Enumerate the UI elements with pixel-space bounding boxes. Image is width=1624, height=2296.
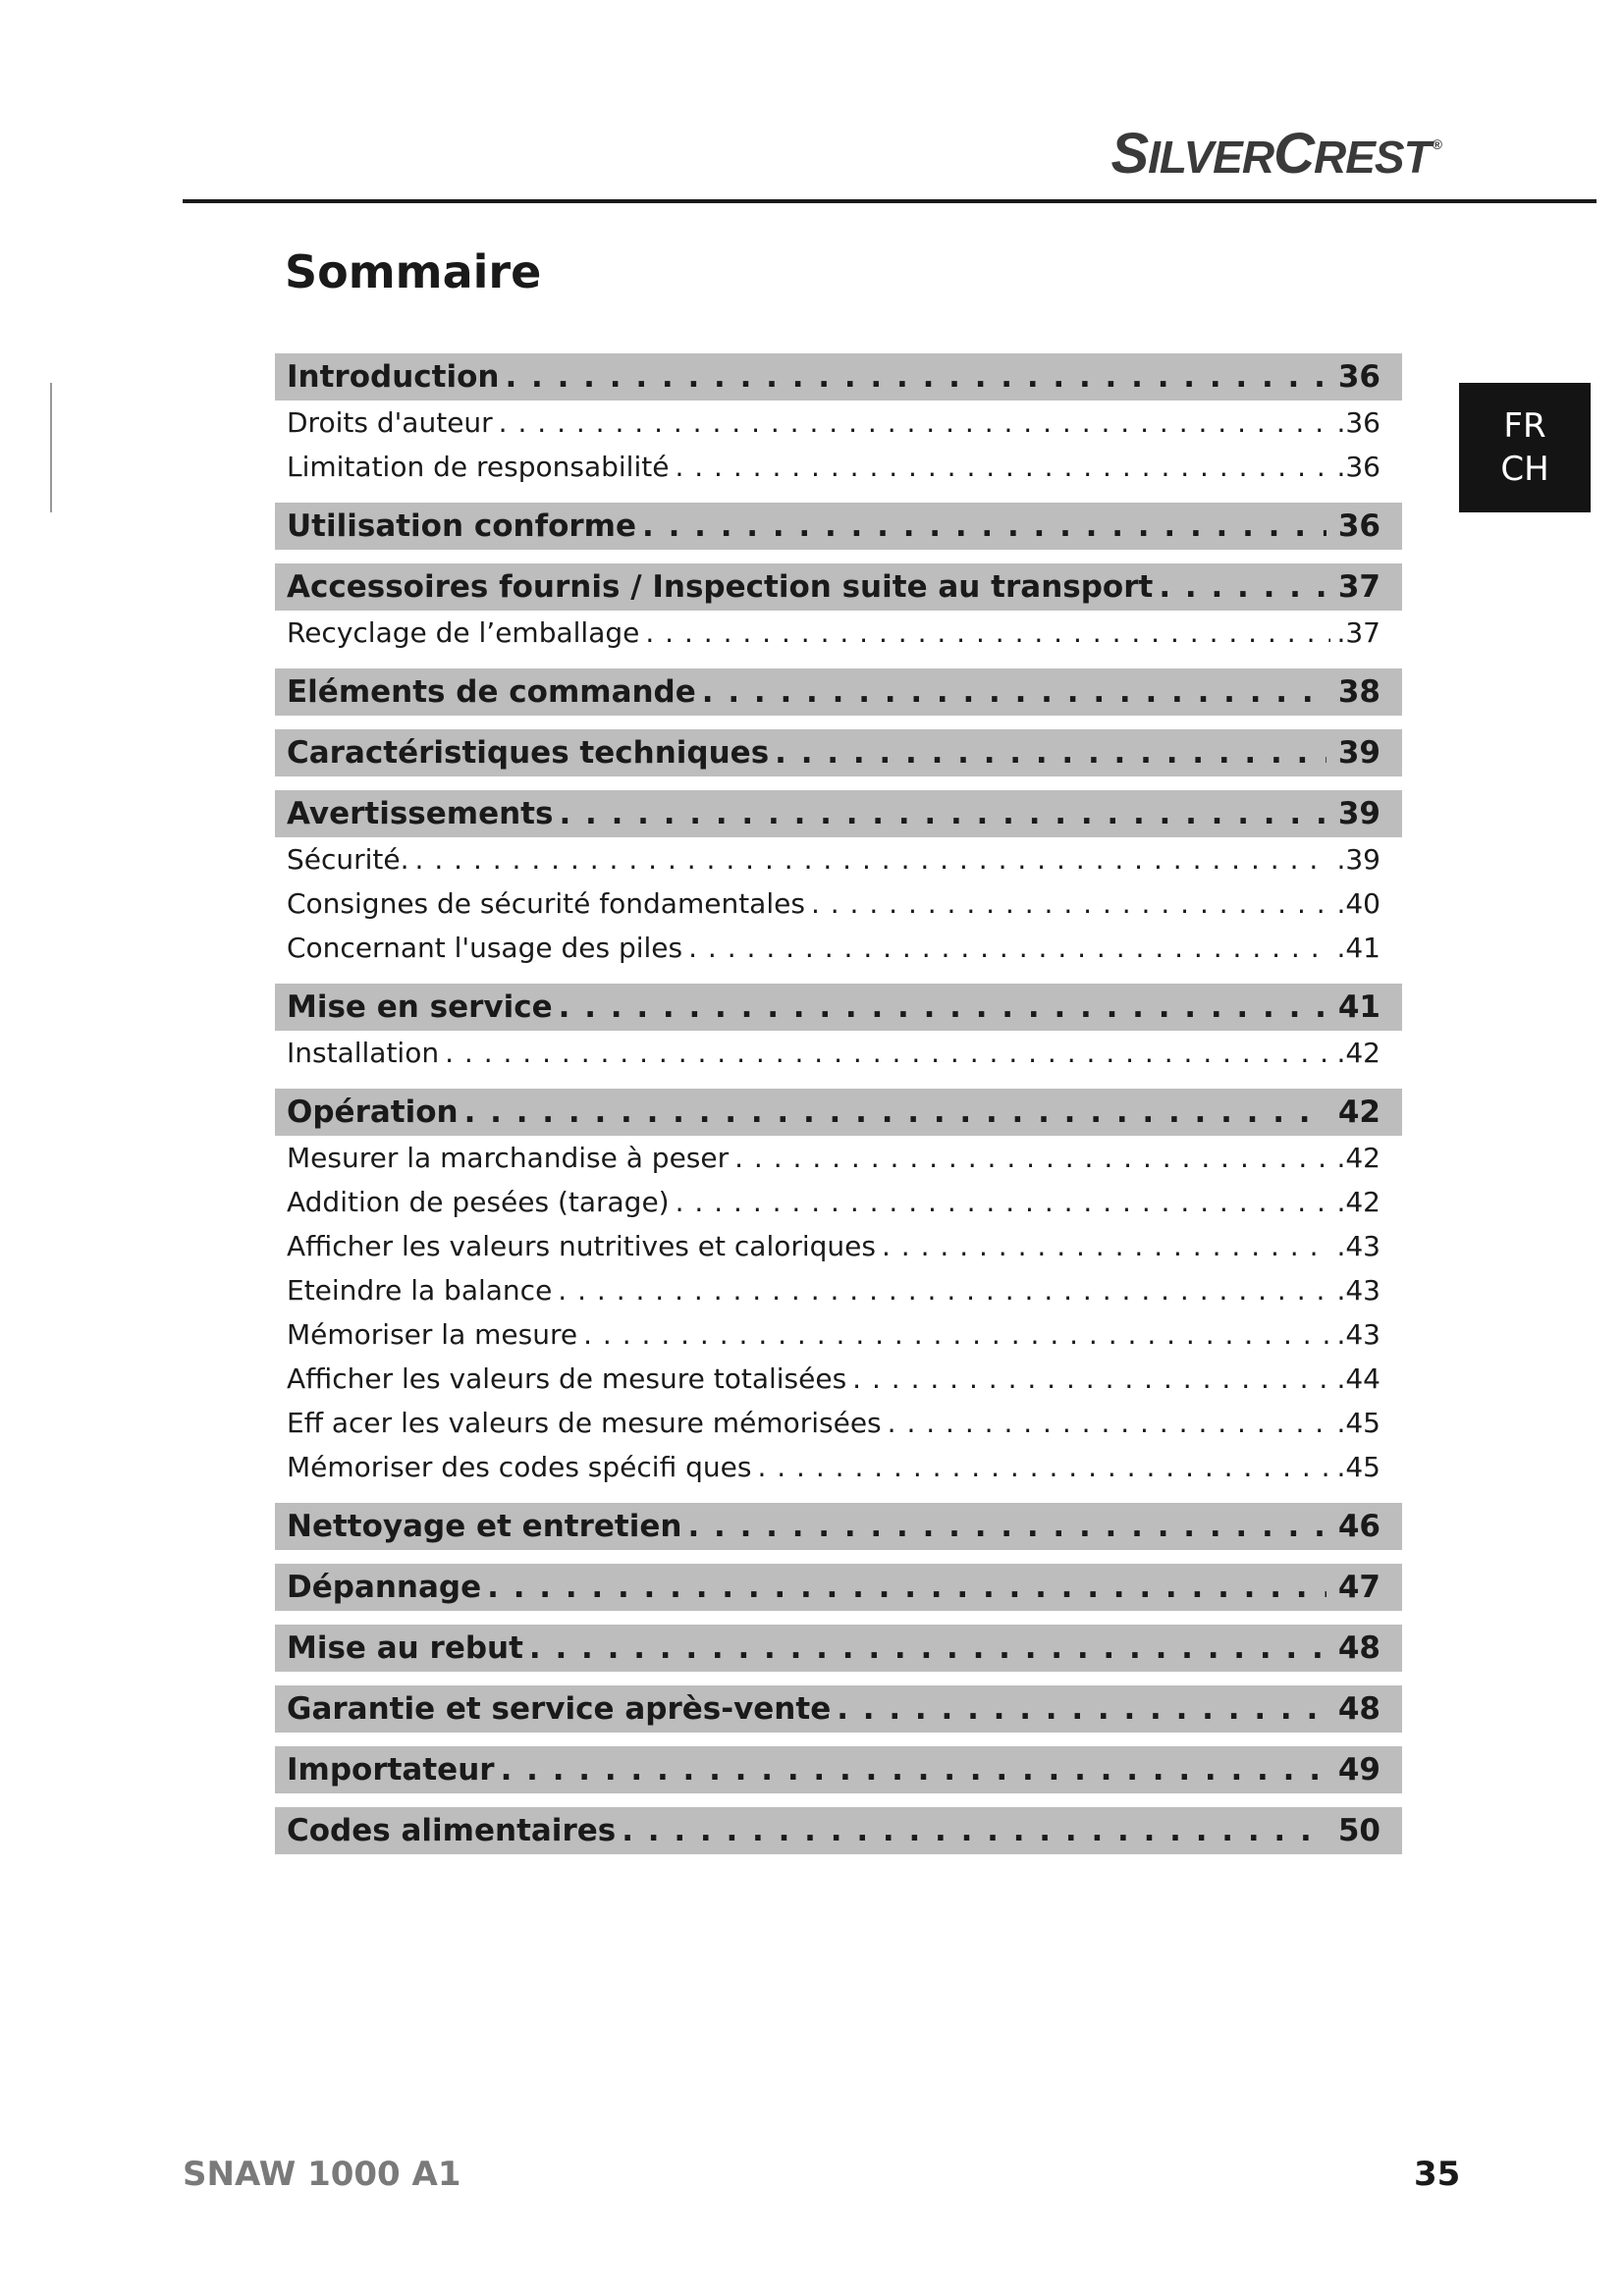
toc-entry-page: 50 (1337, 1813, 1380, 1848)
footer-model-number: SNAW 1000 A1 (183, 2155, 461, 2194)
toc-dot-leader (811, 887, 1331, 920)
toc-entry-page: 47 (1337, 1570, 1380, 1605)
toc-entry-label: Garantie et service après-vente (287, 1691, 832, 1727)
toc-entry-page: 46 (1337, 1509, 1380, 1544)
toc-dot-leader (888, 1407, 1331, 1439)
toc-entry-page: .43 (1336, 1230, 1380, 1262)
toc-dot-leader (445, 1037, 1330, 1069)
toc-dot-leader (1159, 569, 1326, 605)
toc-entry-label: Utilisation conforme (287, 508, 636, 544)
toc-dot-leader (499, 406, 1331, 439)
toc-subsection[interactable] (275, 837, 1402, 881)
language-tab-fr: FR (1503, 406, 1546, 446)
toc-entry-label: Mise au rebut (287, 1630, 523, 1666)
toc-section-heading[interactable] (275, 353, 1402, 400)
brand-logo (1110, 122, 1441, 186)
toc-entry-label: Eléments de commande (287, 674, 696, 710)
toc-entry-page: .42 (1336, 1037, 1380, 1069)
toc-dot-leader (688, 932, 1330, 964)
brand-letter-c: C (1273, 122, 1314, 186)
toc-dot-leader (757, 1451, 1330, 1483)
toc-entry-label: Opération (287, 1095, 459, 1130)
toc-subsection[interactable] (275, 611, 1402, 655)
toc-subsection[interactable] (275, 1224, 1402, 1268)
toc-entry-label: Eff acer les valeurs de mesure mémorisées (287, 1407, 882, 1439)
toc-subsection[interactable] (275, 445, 1402, 489)
toc-entry-label: Nettoyage et entretien (287, 1509, 682, 1544)
brand-letter-s: S (1110, 122, 1149, 186)
toc-entry-page: .41 (1336, 932, 1380, 964)
toc-entry-page: 49 (1337, 1752, 1380, 1788)
toc-entry-page: .36 (1336, 451, 1380, 483)
toc-entry-page: 36 (1337, 508, 1380, 544)
toc-entry-label: Introduction (287, 359, 500, 395)
toc-entry-page: 39 (1337, 796, 1380, 831)
toc-entry-page: 39 (1337, 735, 1380, 771)
language-tab-ch: CH (1500, 450, 1549, 489)
toc-dot-leader (505, 359, 1326, 395)
toc-entry-label: Consignes de sécurité fondamentales (287, 887, 805, 920)
toc-entry-page: .45 (1336, 1451, 1380, 1483)
toc-entry-label: Addition de pesées (tarage) (287, 1186, 670, 1218)
toc-subsection[interactable] (275, 1031, 1402, 1075)
toc-subsection[interactable] (275, 1180, 1402, 1224)
toc-subsection[interactable] (275, 1268, 1402, 1312)
toc-entry-page: 48 (1337, 1630, 1380, 1666)
margin-line (50, 383, 52, 512)
toc-entry-label: Droits d'auteur (287, 406, 493, 439)
header-rule (183, 199, 1597, 203)
toc-entry-page: 36 (1337, 359, 1380, 395)
toc-dot-leader (583, 1318, 1330, 1351)
toc-entry-label: Concernant l'usage des piles (287, 932, 683, 964)
toc-entry-page: .42 (1336, 1186, 1380, 1218)
toc-dot-leader (734, 1142, 1330, 1174)
toc-entry-page: 37 (1337, 569, 1380, 605)
toc-dot-leader (559, 989, 1326, 1025)
toc-dot-leader (675, 451, 1330, 483)
toc-entry-page: .40 (1336, 887, 1380, 920)
toc-section-heading[interactable] (275, 1089, 1402, 1136)
language-tab (1459, 383, 1591, 512)
toc-entry-page: .42 (1336, 1142, 1380, 1174)
toc-entry-label: Mesurer la marchandise à peser (287, 1142, 730, 1174)
toc-dot-leader (882, 1230, 1330, 1262)
toc-section-heading[interactable] (275, 1685, 1402, 1733)
toc-subsection[interactable] (275, 881, 1402, 926)
toc-entry-page: .39 (1336, 843, 1380, 876)
toc-entry-label: Limitation de responsabilité (287, 451, 670, 483)
toc-subsection[interactable] (275, 1401, 1402, 1445)
toc-entry-label: Codes alimentaires (287, 1813, 617, 1848)
toc-entry-label: Avertissements (287, 796, 554, 831)
toc-dot-leader (529, 1630, 1326, 1666)
brand-text-rest: REST (1313, 132, 1431, 183)
toc-section-heading[interactable] (275, 668, 1402, 716)
toc-entry-label: Afficher les valeurs de mesure totalisées (287, 1362, 847, 1395)
toc-entry-label: Mémoriser la mesure (287, 1318, 578, 1351)
toc-entry-label: Accessoires fournis / Inspection suite au transport (287, 569, 1154, 605)
toc-entry-page: 48 (1337, 1691, 1380, 1727)
toc-entry-label: Installation (287, 1037, 440, 1069)
toc-subsection[interactable] (275, 926, 1402, 970)
toc-dot-leader (487, 1570, 1326, 1605)
toc-dot-leader (415, 843, 1331, 876)
toc-section-heading[interactable] (275, 1746, 1402, 1793)
toc-section-heading[interactable] (275, 1807, 1402, 1854)
toc-section-heading[interactable] (275, 1625, 1402, 1672)
toc-entry-page: .43 (1336, 1274, 1380, 1307)
toc-entry-page: .44 (1336, 1362, 1380, 1395)
toc-entry-label: Importateur (287, 1752, 495, 1788)
toc-dot-leader (559, 796, 1326, 831)
page-title: Sommaire (285, 245, 542, 298)
toc-entry-page: 42 (1337, 1095, 1380, 1130)
toc-entry-label: Afficher les valeurs nutritives et caloriques (287, 1230, 876, 1262)
toc-entry-label: Caractéristiques techniques (287, 735, 770, 771)
registered-mark: ® (1432, 136, 1441, 152)
toc-section-heading[interactable] (275, 1503, 1402, 1550)
toc-dot-leader (501, 1752, 1326, 1788)
toc-dot-leader (837, 1691, 1326, 1727)
toc-entry-page: 41 (1337, 989, 1380, 1025)
toc-entry-page: .45 (1336, 1407, 1380, 1439)
toc-entry-label: Dépannage (287, 1570, 482, 1605)
footer-page-number: 35 (1414, 2155, 1461, 2194)
toc-entry-label: Mémoriser des codes spécifi ques (287, 1451, 752, 1483)
toc-subsection[interactable] (275, 1312, 1402, 1357)
toc-dot-leader (687, 1509, 1326, 1544)
toc-dot-leader (852, 1362, 1330, 1395)
toc-dot-leader (645, 616, 1330, 649)
toc-dot-leader (702, 674, 1326, 710)
toc-subsection[interactable] (275, 1357, 1402, 1401)
toc-dot-leader (464, 1095, 1326, 1130)
toc-section-heading[interactable] (275, 790, 1402, 837)
toc-subsection[interactable] (275, 1445, 1402, 1489)
table-of-contents (275, 353, 1402, 1854)
toc-section-heading[interactable] (275, 729, 1402, 776)
toc-section-heading[interactable] (275, 563, 1402, 611)
toc-dot-leader (676, 1186, 1331, 1218)
toc-entry-page: 38 (1337, 674, 1380, 710)
toc-entry-page: .36 (1336, 406, 1380, 439)
toc-section-heading[interactable] (275, 503, 1402, 550)
toc-entry-label: Mise en service (287, 989, 553, 1025)
toc-section-heading[interactable] (275, 1564, 1402, 1611)
toc-dot-leader (642, 508, 1326, 544)
toc-entry-label: Eteindre la balance (287, 1274, 553, 1307)
toc-entry-page: .43 (1336, 1318, 1380, 1351)
toc-subsection[interactable] (275, 400, 1402, 445)
brand-text-ilver: ILVER (1148, 132, 1274, 183)
toc-dot-leader (775, 735, 1326, 771)
toc-section-heading[interactable] (275, 984, 1402, 1031)
toc-dot-leader (558, 1274, 1330, 1307)
toc-dot-leader (622, 1813, 1326, 1848)
toc-entry-page: .37 (1336, 616, 1380, 649)
toc-subsection[interactable] (275, 1136, 1402, 1180)
toc-entry-label: Recyclage de l’emballage (287, 616, 640, 649)
toc-entry-label: Sécurité. (287, 843, 409, 876)
